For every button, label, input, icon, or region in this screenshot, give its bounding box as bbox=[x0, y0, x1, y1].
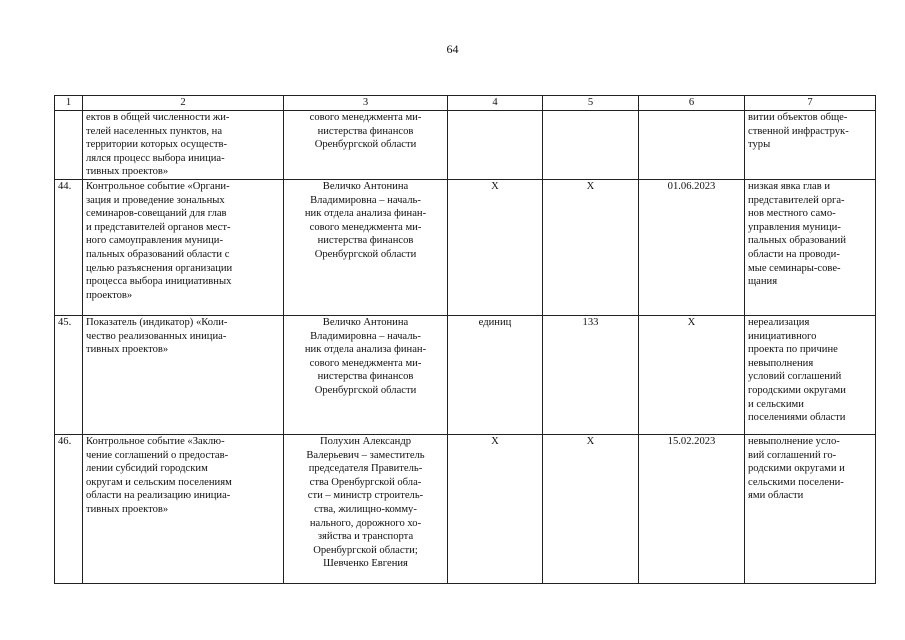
table-row bbox=[55, 434, 876, 583]
unit-of-measure: единиц bbox=[448, 315, 543, 434]
target-value bbox=[543, 111, 639, 180]
deadline-date: 01.06.2023 bbox=[639, 179, 745, 315]
table-row bbox=[55, 111, 876, 180]
row-number: 46. bbox=[55, 434, 83, 583]
column-header-6: 6 bbox=[639, 96, 745, 111]
table-row bbox=[55, 179, 876, 315]
unit-of-measure: X bbox=[448, 179, 543, 315]
column-header-5: 5 bbox=[543, 96, 639, 111]
target-value: X bbox=[543, 179, 639, 315]
row-number: 44. bbox=[55, 179, 83, 315]
target-value: 133 bbox=[543, 315, 639, 434]
responsible-person: Величко Антонина Владимировна – началь- ник отдела анализа финан- сового менеджмента ми- нистерства финансов Оренбургской области bbox=[284, 315, 448, 434]
risk-description: нереализация инициативного проекта по причине невыполнения условий соглашений городскими округами и сельскими поселениями области bbox=[745, 315, 876, 434]
risk-description: низкая явка глав и представителей орга- нов местного само- управления муници- пальных образований области на проводи- мые семинары-сове- щания bbox=[745, 179, 876, 315]
responsible-person: Полухин Александр Валерьевич – заместитель председателя Правитель- ства Оренбургской обла- сти – министр строитель- ства, жилищно-комму- нального, дорожного хо- зяйства и транспорта Оренбургской области; Шевченко Евгения bbox=[284, 434, 448, 583]
responsible-person: Величко Антонина Владимировна – началь- ник отдела анализа финан- сового менеджмента ми- нистерства финансов Оренбургской области bbox=[284, 179, 448, 315]
responsible-person: сового менеджмента ми- нистерства финансов Оренбургской области bbox=[284, 111, 448, 180]
row-number: 45. bbox=[55, 315, 83, 434]
table-header-row bbox=[55, 96, 876, 111]
row-number bbox=[55, 111, 83, 180]
table-row bbox=[55, 315, 876, 434]
event-description: Контрольное событие «Заклю- чение соглашений о предостав- лении субсидий городским округам и сельским поселениям области на реализацию инициа- тивных проектов» bbox=[83, 434, 284, 583]
event-description: Контрольное событие «Органи- зация и проведение зональных семинаров-совещаний для глав и представителей органов мест- ного самоуправления муници- пальных образований области с целью разъяснения организации процесса выбора инициативных проектов» bbox=[83, 179, 284, 315]
deadline-date bbox=[639, 111, 745, 180]
risk-description: невыполнение усло- вий соглашений го- родскими округами и сельскими поселени- ями области bbox=[745, 434, 876, 583]
unit-of-measure: X bbox=[448, 434, 543, 583]
event-description: Показатель (индикатор) «Коли- чество реализованных инициа- тивных проектов» bbox=[83, 315, 284, 434]
column-header-4: 4 bbox=[448, 96, 543, 111]
event-description: ектов в общей численности жи- телей населенных пунктов, на территории которых осуществ- лялся процесс выбора инициа- тивных проектов» bbox=[83, 111, 284, 180]
column-header-1: 1 bbox=[55, 96, 83, 111]
unit-of-measure bbox=[448, 111, 543, 180]
deadline-date: X bbox=[639, 315, 745, 434]
column-header-7: 7 bbox=[745, 96, 876, 111]
page-number: 64 bbox=[446, 42, 459, 56]
document-table bbox=[54, 95, 876, 584]
column-header-3: 3 bbox=[284, 96, 448, 111]
column-header-2: 2 bbox=[83, 96, 284, 111]
deadline-date: 15.02.2023 bbox=[639, 434, 745, 583]
target-value: X bbox=[543, 434, 639, 583]
risk-description: витии объектов обще- ственной инфраструк- туры bbox=[745, 111, 876, 180]
